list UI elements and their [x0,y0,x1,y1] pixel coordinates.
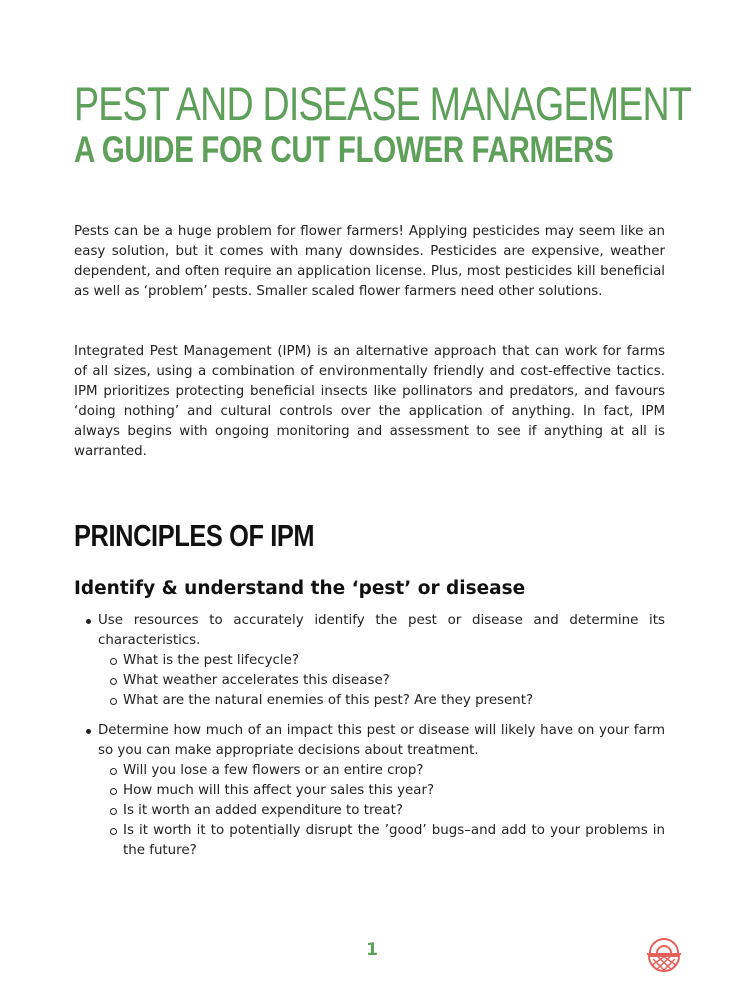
intro-paragraph-2: Integrated Pest Management (IPM) is an alternative approach that can work for farms of all sizes, using a combination of environmentally friendly and cost-effective tactics. IPM prioritizes protecting beneficial insects like pollinators and predators, and favours ‘doing nothing’ and cultural controls over the application of anything. In fact, IPM always begins with ongoing monitoring and assessment to see if anything at all is warranted. [74,344,665,459]
intro-paragraph-1: Pests can be a huge problem for flower farmers! Applying pesticides may seem like an easy solution, but it comes with many downsides. Pesticides are expensive, weather dependent, and often require an application license. Plus, most pesticides kill beneficial as well as ‘problem’ pests. Smaller scaled flower farmers need other solutions. [74,224,665,299]
sub-bullet-item: What weather accelerates this disease? [74,671,665,691]
sub-bullet-item: What are the natural enemies of this pest? Are they present? [74,691,665,711]
section-title: PRINCIPLES OF IPM [74,518,315,553]
sub-bullet-item: How much will this affect your sales this year? [74,781,665,801]
page-subtitle: A GUIDE FOR CUT FLOWER FARMERS [74,129,614,170]
sub-bullet-item: What is the pest lifecycle? [74,651,665,671]
bullet-text: Determine how much of an impact this pest or disease will likely have on your farm so you can make appropriate decisions about treatment. [98,723,665,758]
sub-bullet-item: Is it worth it to potentially disrupt the ’good’ bugs–and add to your problems in the future? [74,821,665,861]
page-number: 1 [366,940,378,960]
page-title: PEST AND DISEASE MANAGEMENT [74,77,692,130]
bullet-text: Use resources to accurately identify the pest or disease and determine its characteristics. [98,613,665,648]
sub-bullet-item: Is it worth an added expenditure to treat? [74,801,665,821]
farm-logo-icon [644,934,684,974]
subsection-title: Identify & understand the ‘pest’ or disease [74,578,526,599]
sub-bullet-list [98,651,665,711]
sub-bullet-item: Will you lose a few flowers or an entire crop? [74,761,665,781]
bullet-item [74,721,665,861]
bullet-item [74,611,665,711]
title-block [74,77,692,170]
sub-bullet-list [98,761,665,861]
bullet-list [74,611,665,861]
